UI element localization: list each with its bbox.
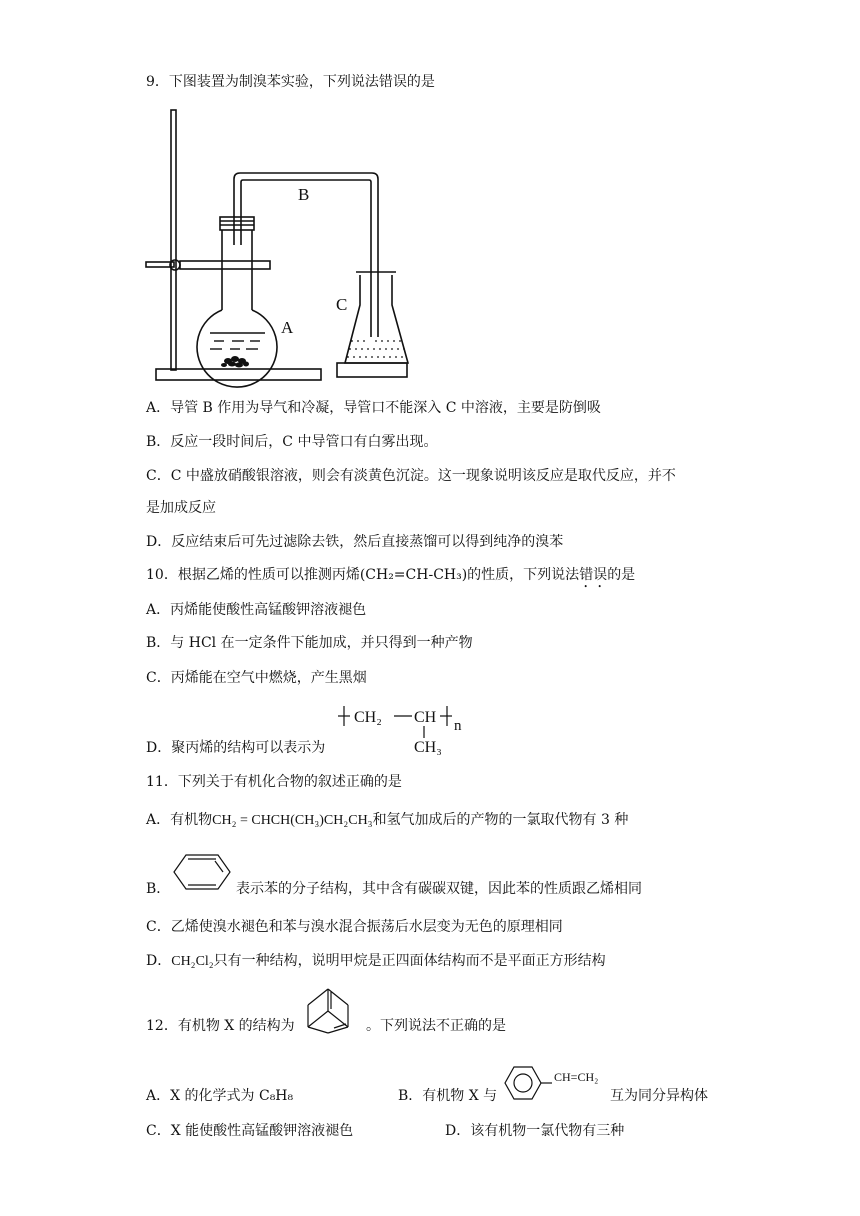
q11-option-d: D．CH₂Cl₂只有一种结构，说明甲烷是正四面体结构而不是平面正方形结构 [146, 953, 606, 969]
emphasis-text: 错误 [579, 567, 608, 583]
q12-stem-post: 。下列说法不正确的是 [366, 1018, 506, 1034]
q10-option-d: D．聚丙烯的结构可以表示为 [146, 740, 326, 756]
q11-stem: 11．下列关于有机化合物的叙述正确的是 [146, 774, 402, 790]
q12-option-b: 互为同分异构体 [610, 1088, 708, 1104]
q9-option-a: A．导管 B 作用为导气和冷凝，导管口不能深入 C 中溶液，主要是防倒吸 [146, 400, 601, 416]
q12-option-d: D．该有机物一氯代物有三种 [445, 1123, 625, 1139]
bicyclic-structure-icon [298, 985, 368, 1037]
q11-option-c: C．乙烯使溴水褪色和苯与溴水混合振荡后水层变为无色的原理相同 [146, 919, 563, 935]
q9-option-c-cont: 是加成反应 [146, 500, 216, 516]
chem-formula: CH₂Cl₂ [171, 954, 214, 969]
svg-text:n: n [454, 718, 462, 734]
q11-option-b: 表示苯的分子结构，其中含有碳碳双键，因此苯的性质跟乙烯相同 [236, 881, 642, 897]
q9-stem: 9．下图装置为制溴苯实验，下列说法错误的是 [146, 74, 435, 90]
q10-option-c: C．丙烯能在空气中燃烧，产生黑烟 [146, 670, 367, 686]
q12-option-c: C．X 能使酸性高锰酸钾溶液褪色 [146, 1123, 354, 1139]
label-b: B [298, 185, 310, 204]
chem-formula: CH₂ = CHCH(CH₃)CH₂CH₃ [212, 813, 373, 828]
q12-option-b-label: B．有机物 X 与 [398, 1088, 498, 1104]
q11-option-b-label: B． [146, 881, 171, 897]
q11-option-a: A．有机物CH₂ = CHCH(CH₃)CH₂CH₃和氢气加成后的产物的一氯取代物有 3 种 [146, 812, 629, 828]
q12-option-a: A．X 的化学式为 C₈H₈ [146, 1088, 294, 1104]
q12-stem-pre: 12．有机物 X 的结构为 [146, 1018, 295, 1034]
q9-option-b: B．反应一段时间后，C 中导管口有白雾出现。 [146, 434, 438, 450]
benzene-kekule-icon [170, 852, 234, 892]
svg-text:CH: CH [414, 709, 437, 726]
label-c: C [336, 295, 348, 314]
q10-option-b: B．与 HCl 在一定条件下能加成，并只得到一种产物 [146, 635, 473, 651]
q10-stem: 10．根据乙烯的性质可以推测丙烯(CH₂=CH-CH₃)的性质，下列说法错误的是 [146, 567, 636, 583]
q9-option-d: D．反应结束后可先过滤除去铁，然后直接蒸馏可以得到纯净的溴苯 [146, 534, 564, 550]
polypropylene-formula [336, 700, 476, 758]
q9-option-c: C．C 中盛放硝酸银溶液，则会有淡黄色沉淀。这一现象说明该反应是取代反应，并不 [146, 468, 676, 484]
bromobenzene-apparatus-diagram [140, 105, 430, 390]
svg-text:CH₂: CH₂ [354, 709, 382, 726]
svg-text:CH₃: CH₃ [414, 739, 442, 756]
label-a: A [281, 318, 294, 337]
styrene-structure-icon [500, 1062, 612, 1104]
q10-option-a: A．丙烯能使酸性高锰酸钾溶液褪色 [146, 602, 367, 618]
svg-text:CH=CH₂: CH=CH₂ [554, 1070, 599, 1084]
